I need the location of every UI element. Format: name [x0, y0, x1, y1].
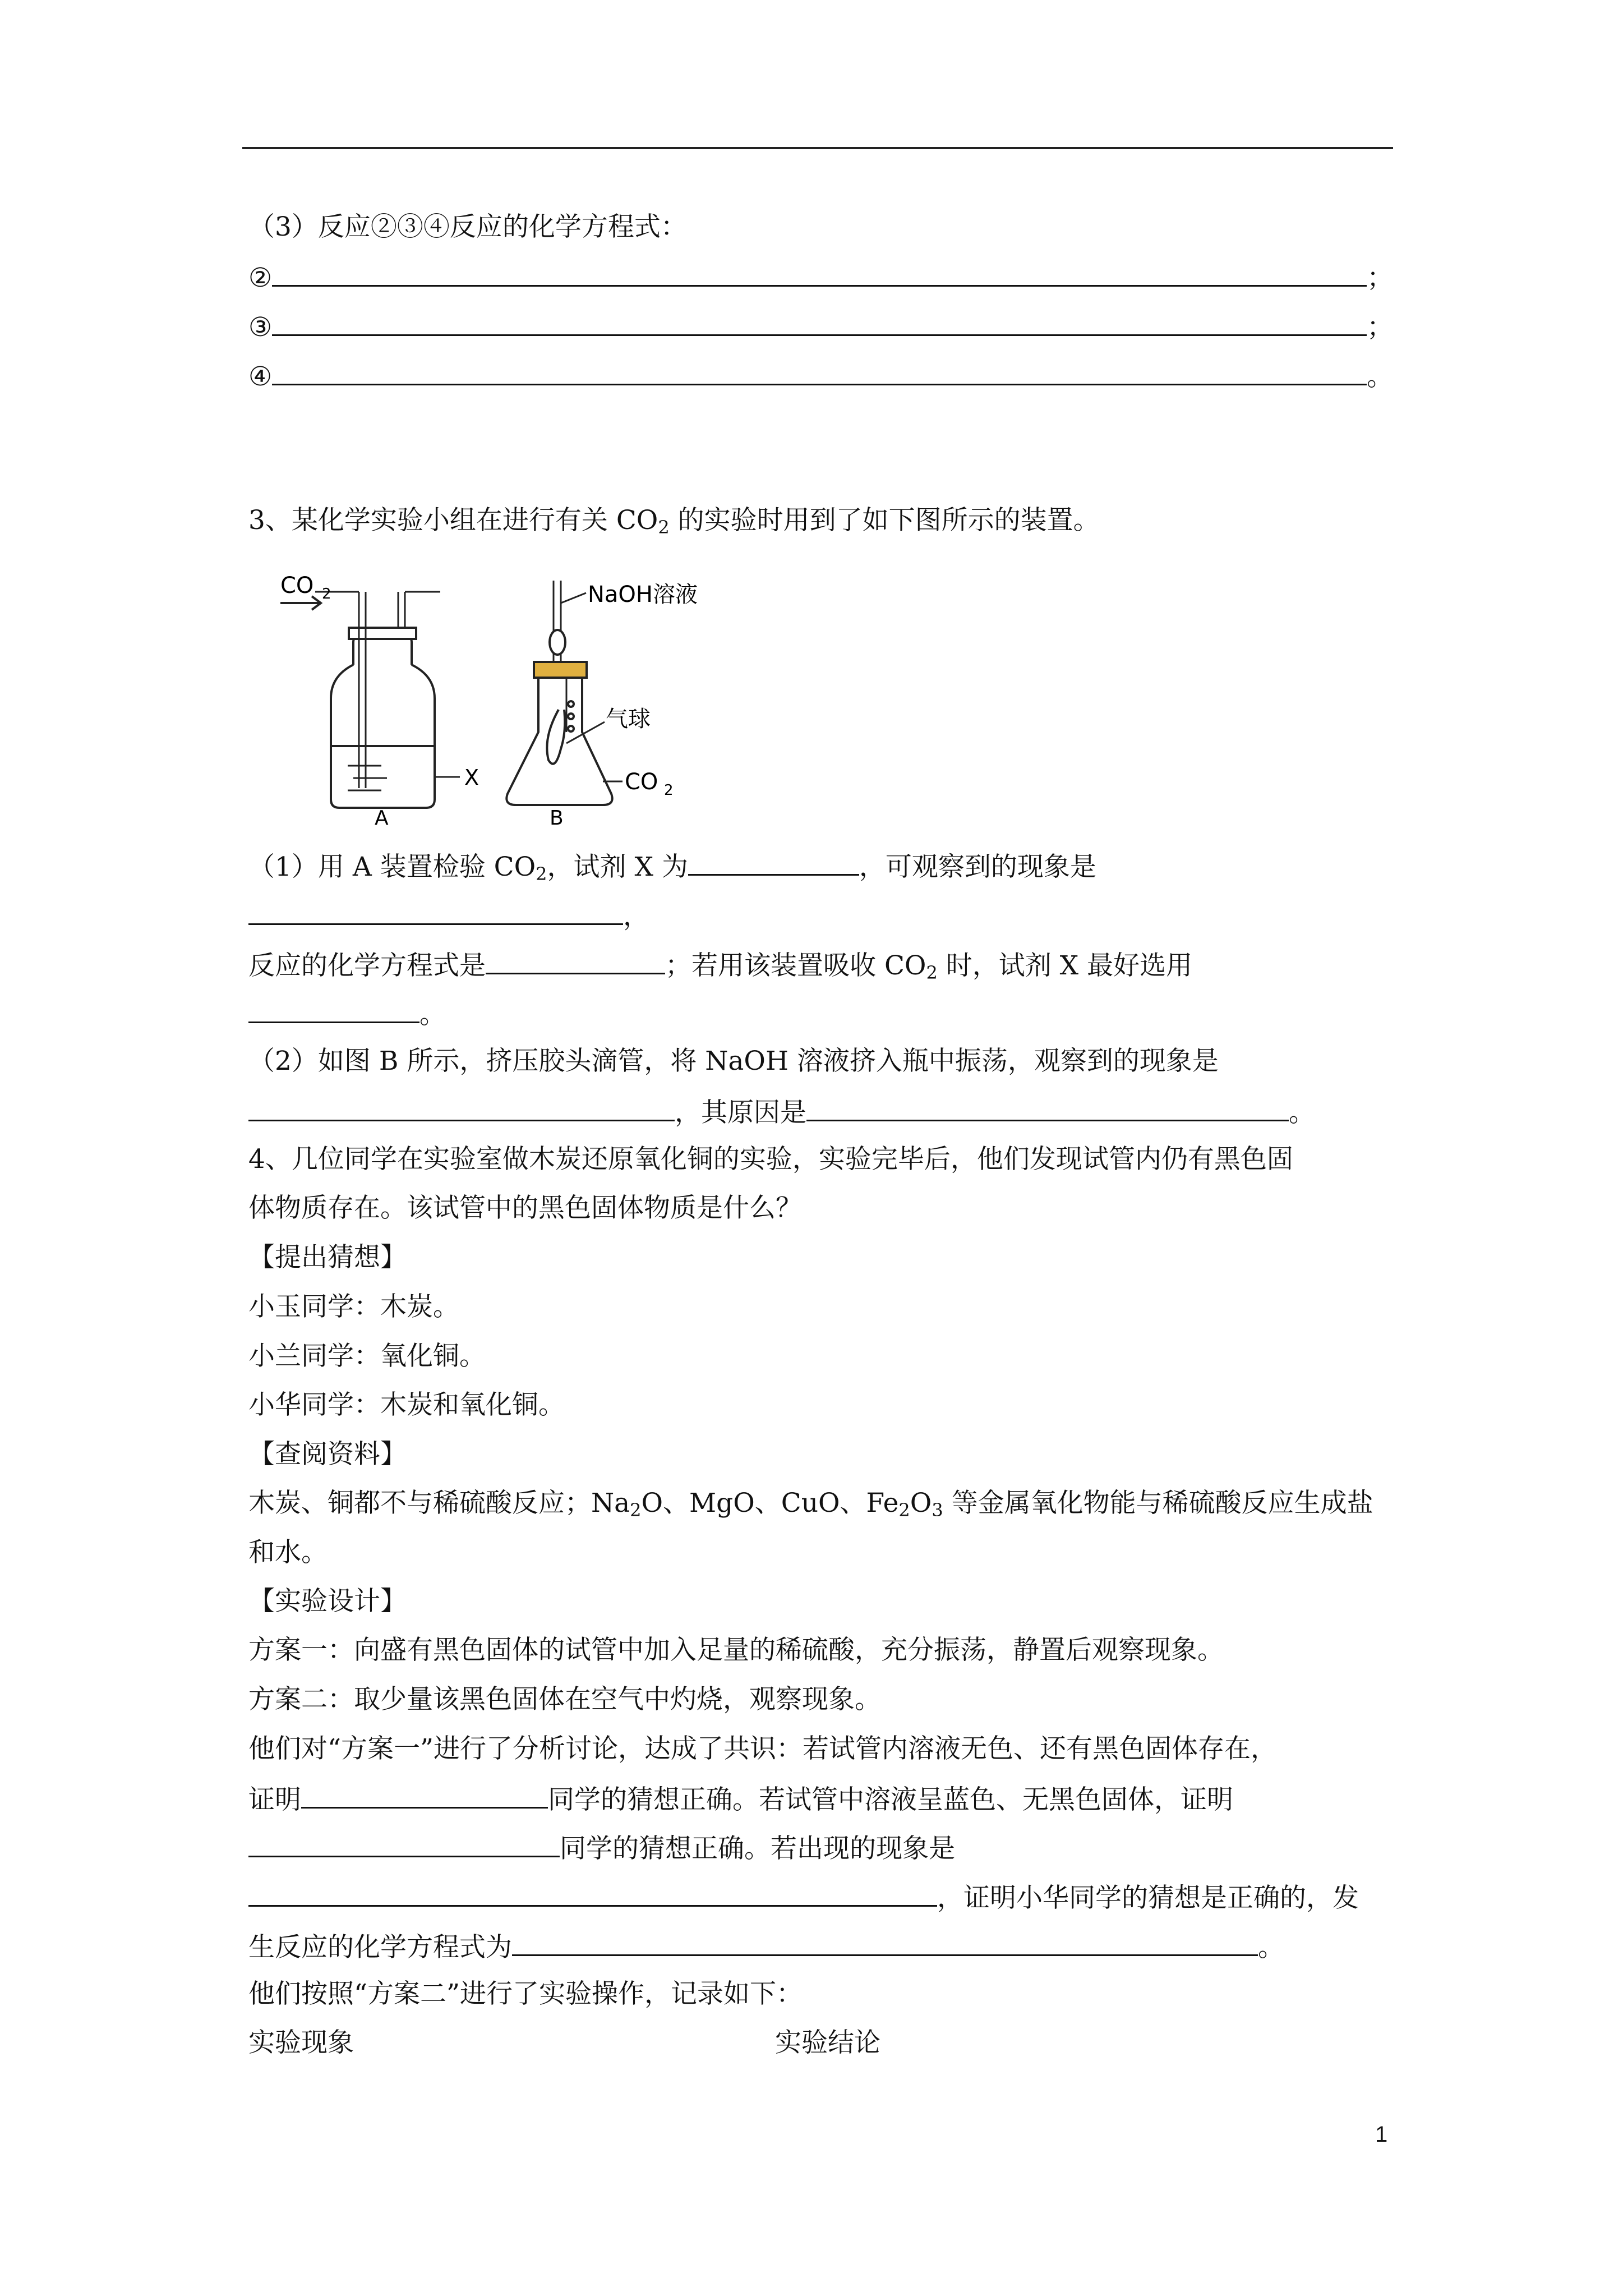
- q4-disc-1: 他们对“方案一”进行了分析讨论，达成了共识：若试管内溶液无色、还有黑色固体存在，: [248, 1733, 1278, 1764]
- reason-blank[interactable]: [806, 1094, 1289, 1121]
- q4-info-1: 木炭、铜都不与稀硫酸反应；$Na_2O$、MgO、CuO、$Fe_2O_3$ 等金属氧化物能与稀硫酸反应生成盐: [248, 1488, 1373, 1521]
- q3-p2-line1: （2）如图 B 所示，挤压胶头滴管，将 NaOH 溶液挤入瓶中振荡，观察到的现象是: [248, 1046, 1219, 1076]
- q3-p1-line1: （1）用 A 装置检验 $CO_2$，试剂 X 为 ，可观察到的现象是: [248, 848, 1096, 891]
- apparatus-b: [506, 581, 623, 805]
- q4-guess-3: 小华同学：木炭和氧化铜。: [248, 1389, 565, 1420]
- q4-heading-info: 【查阅资料】: [248, 1439, 407, 1470]
- q4-disc-4: ，证明小华同学的猜想是正确的，发: [248, 1879, 1359, 1915]
- eq4-blank[interactable]: [272, 358, 1367, 385]
- q4-intro-2: 体物质存在。该试管中的黑色固体物质是什么？: [248, 1193, 802, 1223]
- q4-record: 他们按照“方案二”进行了实验操作，记录如下：: [248, 1978, 803, 2009]
- b-phenomenon-blank[interactable]: [248, 1094, 675, 1121]
- eq3-line: ③ ；: [248, 309, 1393, 344]
- label-b: B: [550, 807, 564, 827]
- eq2-line: ② ；: [248, 259, 1393, 295]
- balloon-label: 气球: [606, 706, 651, 732]
- q3-p1-line2: ，: [248, 898, 649, 933]
- q4-info-2: 和水。: [248, 1537, 328, 1568]
- q4-heading-guess: 【提出猜想】: [248, 1242, 407, 1273]
- guess-blank-2[interactable]: [248, 1830, 560, 1857]
- q3-p1-line4: 。: [248, 996, 446, 1032]
- naoh-label: NaOH溶液: [588, 582, 698, 608]
- co2-in-label: CO: [280, 573, 314, 599]
- q4-guess-2: 小兰同学：氧化铜。: [248, 1341, 486, 1372]
- q2-part3-label: （3）反应②③④反应的化学方程式：: [248, 211, 687, 242]
- q4-col-conclusion: 实验结论: [775, 2027, 880, 2058]
- phenomenon-blank[interactable]: [248, 898, 623, 925]
- q4-disc-3: 同学的猜想正确。若出现的现象是: [248, 1830, 955, 1866]
- q4-plan-1: 方案一：向盛有黑色固体的试管中加入足量的稀硫酸，充分振荡，静置后观察现象。: [248, 1635, 1224, 1665]
- label-a: A: [375, 807, 389, 827]
- q4-plan-2: 方案二：取少量该黑色固体在空气中灼烧，观察现象。: [248, 1684, 881, 1715]
- co2-b-sub: 2: [664, 782, 674, 799]
- page-number: 1: [1375, 2122, 1388, 2147]
- apparatus-figure: [275, 569, 757, 827]
- q4-heading-design: 【实验设计】: [248, 1586, 407, 1617]
- q4-intro-1: 4、几位同学在实验室做木炭还原氧化铜的实验，实验完毕后，他们发现试管内仍有黑色固: [248, 1144, 1293, 1175]
- co2-b-label: CO: [625, 769, 658, 795]
- q3-intro: 3、某化学实验小组在进行有关 $CO_2$ 的实验时用到了如下图所示的装置。: [248, 505, 1100, 538]
- q4-col-phenomenon: 实验现象: [248, 2027, 354, 2058]
- reagent-x-blank[interactable]: [688, 848, 859, 876]
- eq3-blank[interactable]: [272, 309, 1367, 336]
- header-rule: [242, 147, 1393, 149]
- eq2-blank[interactable]: [272, 259, 1367, 287]
- reaction-equation-blank[interactable]: [512, 1929, 1258, 1956]
- q4-disc-2: 证明 同学的猜想正确。若试管中溶液呈蓝色、无黑色固体，证明: [248, 1781, 1233, 1817]
- q3-p2-line2: ，其原因是 。: [248, 1094, 1315, 1130]
- guess-blank-1[interactable]: [301, 1781, 548, 1809]
- phenomenon-blank-2[interactable]: [248, 1879, 937, 1907]
- q4-disc-5: 生反应的化学方程式为 。: [248, 1929, 1284, 1964]
- absorb-reagent-blank[interactable]: [248, 996, 419, 1023]
- apparatus-a: [315, 592, 460, 808]
- q4-guess-1: 小玉同学：木炭。: [248, 1291, 459, 1322]
- eq4-line: ④ 。: [248, 358, 1393, 394]
- q3-p1-line3: 反应的化学方程式是 ；若用该装置吸收 $CO_2$ 时，试剂 X 最好选用: [248, 947, 1192, 990]
- co2-in-sub: 2: [322, 586, 331, 602]
- equation-blank[interactable]: [486, 947, 665, 974]
- x-label: X: [464, 765, 479, 790]
